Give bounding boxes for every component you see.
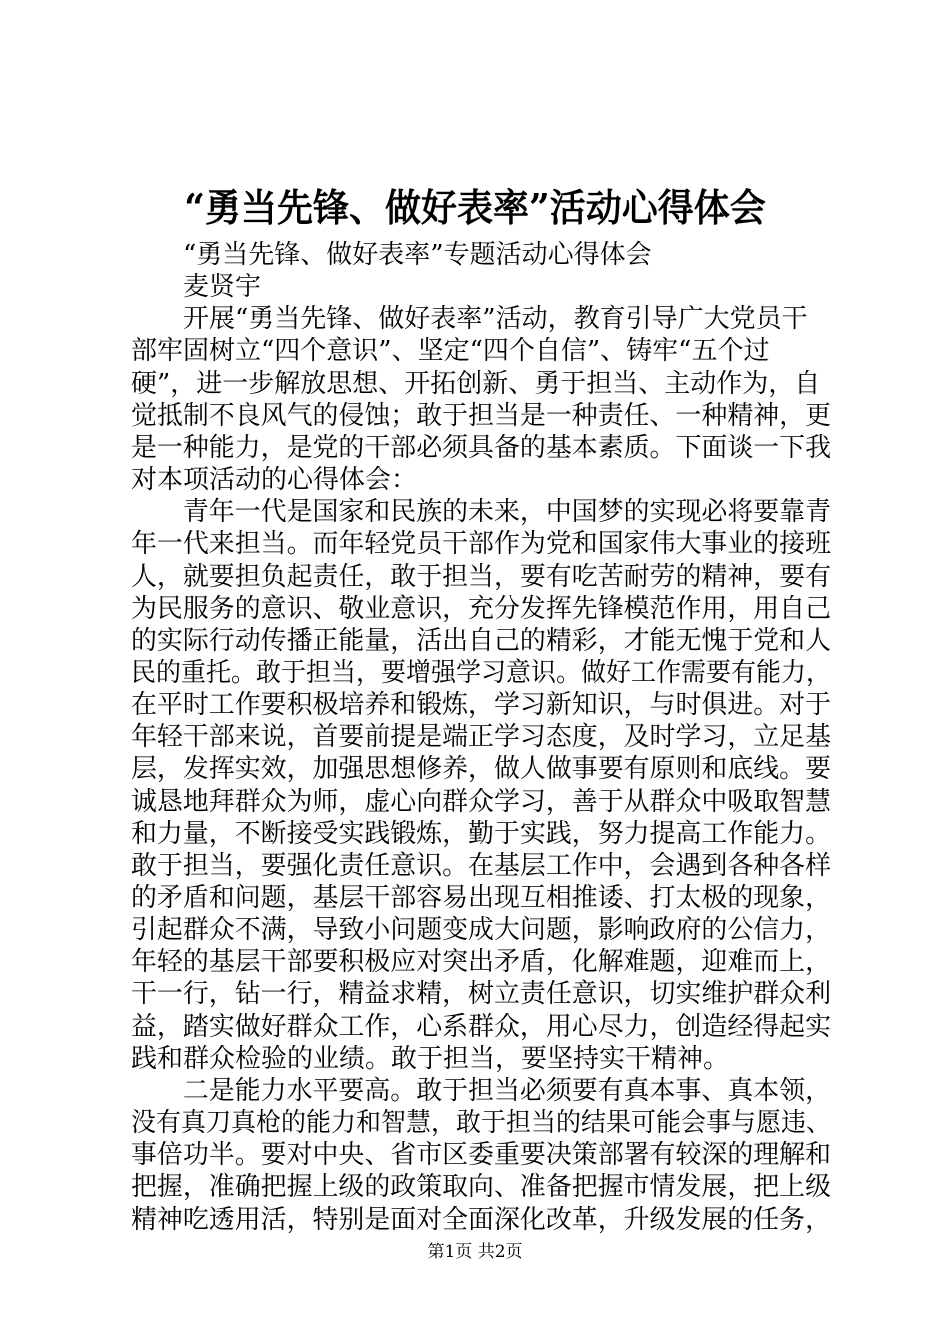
body-text-line: 对本项活动的心得体会：: [131, 465, 418, 495]
body-text-line: 的实际行动传播正能量，活出自己的精彩，才能无愧于党和人: [131, 625, 832, 656]
body-text-line: 把握，准确把握上级的政策取向、准备把握市情发展，把上级: [131, 1172, 832, 1203]
body-text-line: 践和群众检验的业绩。敢于担当，要坚持实干精神。: [131, 1043, 730, 1074]
body-text-line: 益，踏实做好群众工作，心系群众，用心尽力，创造经得起实: [131, 1011, 832, 1042]
body-text-line: 民的重托。敢于担当，要增强学习意识。做好工作需要有能力，: [131, 658, 831, 688]
body-text-line: 年轻干部来说，首要前提是端正学习态度，及时学习，立足基: [131, 722, 832, 753]
body-text-line: 青年一代是国家和民族的未来，中国梦的实现必将要靠青: [131, 497, 832, 528]
body-text-line: 精神吃透用活，特别是面对全面深化改革，升级发展的任务，: [131, 1204, 832, 1235]
body-text-line: 层，发挥实效，加强思想修养，做人做事要有原则和底线。要: [131, 754, 832, 785]
page-footer: 第1页 共2页: [427, 1242, 523, 1262]
body-text-line: 二是能力水平要高。敢于担当必须要有真本事、真本领，: [131, 1075, 832, 1106]
body-text-line: 没有真刀真枪的能力和智慧，敢于担当的结果可能会事与愿违、: [131, 1108, 831, 1138]
body-text-line: 部牢固树立“四个意识”、坚定“四个自信”、铸牢“五个过: [131, 336, 770, 367]
body-text-line: 年一代来担当。而年轻党员干部作为党和国家伟大事业的接班: [131, 529, 832, 560]
body-text-line: 诚恳地拜群众为师，虚心向群众学习，善于从群众中吸取智慧: [131, 786, 832, 817]
body-text-line: 是一种能力，是党的干部必须具备的基本素质。下面谈一下我: [131, 432, 832, 463]
body-text-line: 敢于担当，要强化责任意识。在基层工作中，会遇到各种各样: [131, 850, 832, 881]
body-text-line: “勇当先锋、做好表率”专题活动心得体会: [131, 240, 652, 270]
body-text-line: 和力量，不断接受实践锻炼，勤于实践，努力提高工作能力。: [131, 818, 832, 849]
body-text-line: 干一行，钻一行，精益求精，树立责任意识，切实维护群众利: [131, 979, 832, 1010]
body-text-line: 开展“勇当先锋、做好表率”活动，教育引导广大党员干: [131, 304, 808, 335]
body-text-line: 的矛盾和问题，基层干部容易出现互相推诿、打太极的现象，: [131, 883, 832, 913]
body-text-line: 人，就要担负起责任，敢于担当，要有吃苦耐劳的精神，要有: [131, 561, 832, 592]
body-text-line: 麦贤宇: [131, 272, 262, 303]
body-text-line: 觉抵制不良风气的侵蚀；敢于担当是一种责任、一种精神，更: [131, 400, 832, 431]
body-text-line: 年轻的基层干部要积极应对突出矛盾，化解难题，迎难而上，: [131, 947, 832, 978]
body-text-line: 硬”，进一步解放思想、开拓创新、勇于担当、主动作为，自: [131, 368, 821, 399]
document-title: “勇当先锋、做好表率”活动心得体会: [184, 185, 766, 230]
body-text-line: 引起群众不满，导致小问题变成大问题，影响政府的公信力，: [131, 915, 832, 946]
body-text-line: 在平时工作要积极培养和锻炼，学习新知识，与时俱进。对于: [131, 690, 832, 721]
body-text-line: 事倍功半。要对中央、省市区委重要决策部署有较深的理解和: [131, 1140, 832, 1171]
body-text-line: 为民服务的意识、敬业意识，充分发挥先锋模范作用，用自己: [131, 593, 832, 624]
